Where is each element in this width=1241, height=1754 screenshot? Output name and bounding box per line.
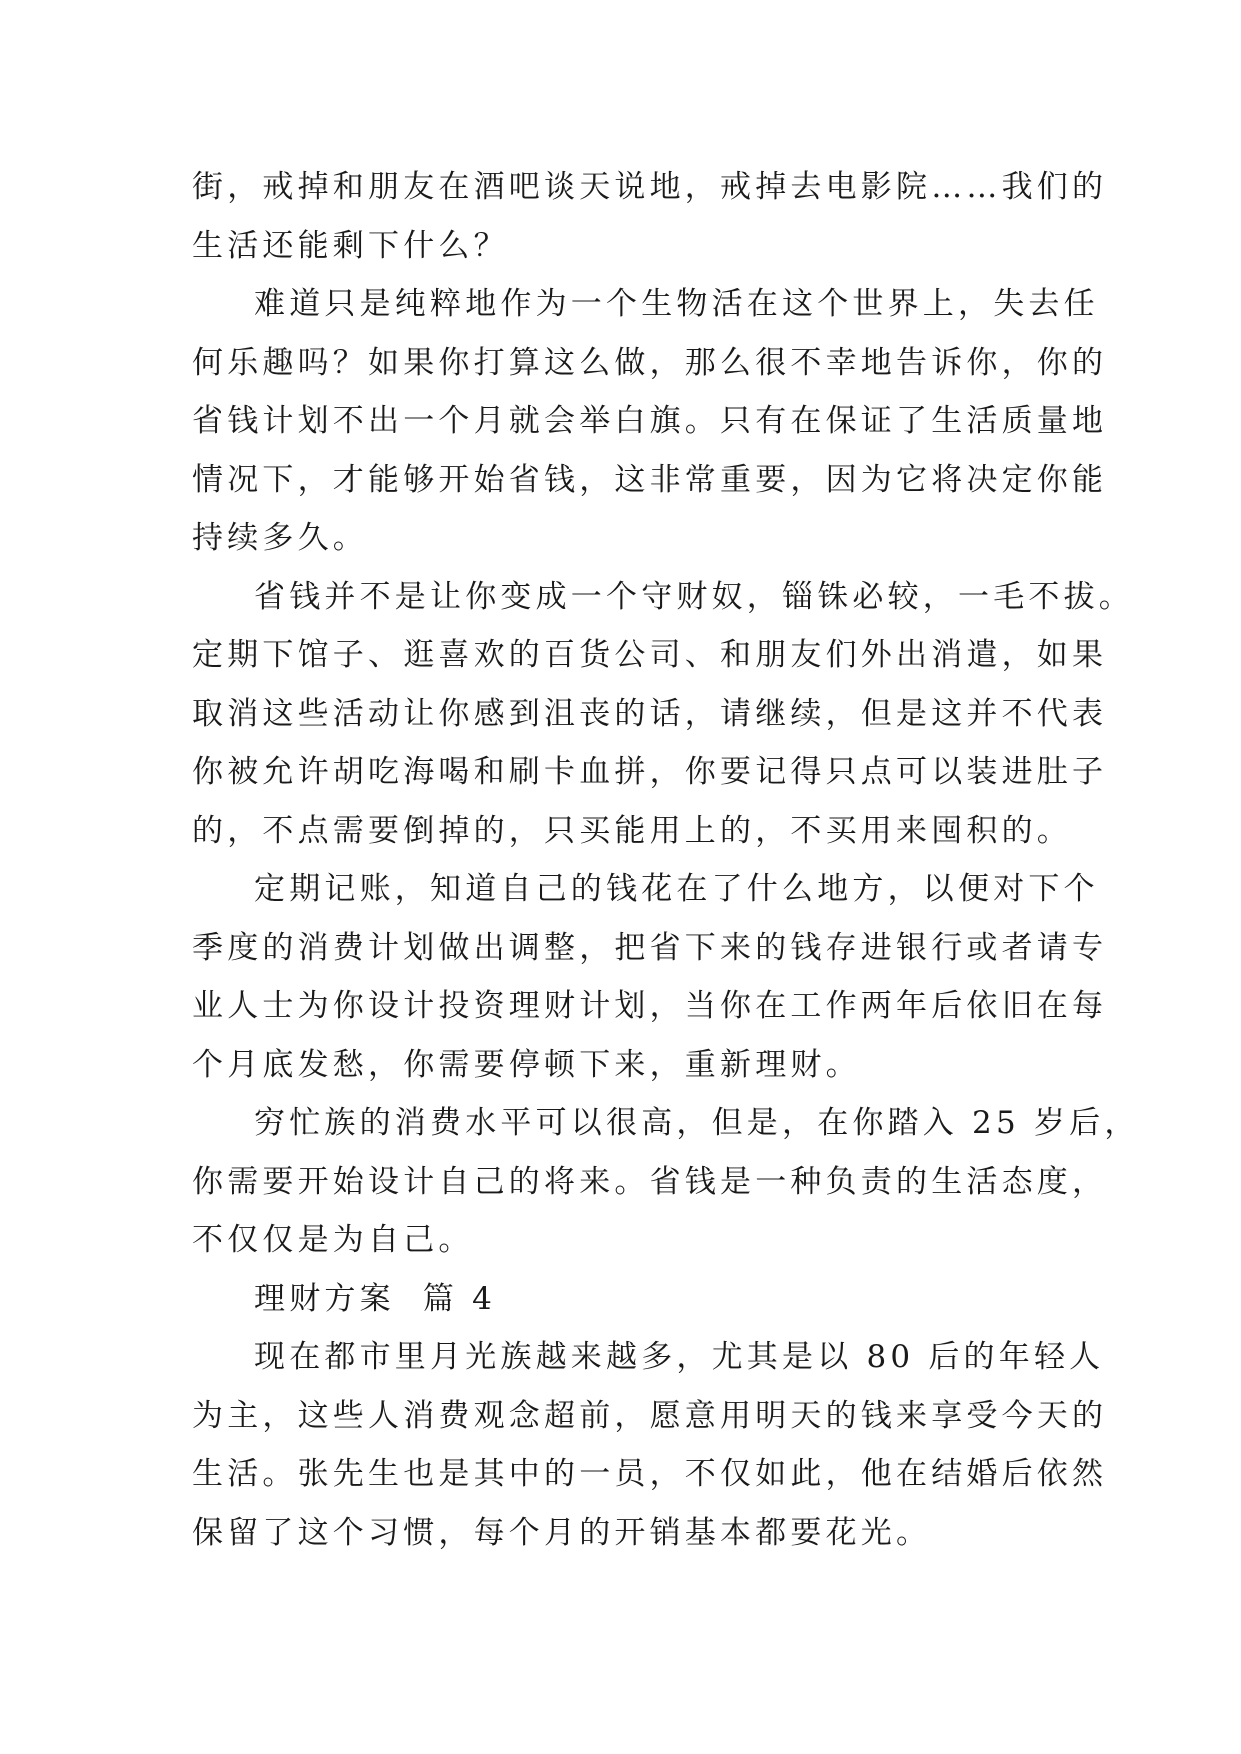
text-line: 生活。张先生也是其中的一员，不仅如此，他在结婚后依然 xyxy=(192,1456,1108,1492)
paragraph xyxy=(192,860,1108,1094)
paragraph xyxy=(192,1094,1140,1270)
text-line: 省钱并不是让你变成一个守财奴，锱铢必较，一毛不拔。 xyxy=(254,578,1134,615)
text-line: 的，不点需要倒掉的，只买能用上的，不买用来囤积的。 xyxy=(192,812,1072,849)
text-line: 难道只是纯粹地作为一个生物活在这个世界上，失去任 xyxy=(254,286,1099,322)
heading-text: 理财方案 篇 4 xyxy=(254,1280,497,1317)
section-heading xyxy=(192,1270,1052,1329)
paragraph xyxy=(192,568,1134,861)
text-line: 街，戒掉和朋友在酒吧谈天说地，戒掉去电影院……我们的 xyxy=(192,169,1108,205)
text-line: 定期记账，知道自己的钱花在了什么地方，以便对下个 xyxy=(254,871,1099,907)
text-line: 季度的消费计划做出调整，把省下来的钱存进银行或者请专 xyxy=(192,929,1108,966)
text-line: 你需要开始设计自己的将来。省钱是一种负责的生活态度， xyxy=(192,1163,1108,1200)
text-line: 为主，这些人消费观念超前，愿意用明天的钱来享受今天的 xyxy=(192,1397,1108,1434)
paragraph xyxy=(192,275,1108,568)
text-line: 业人士为你设计投资理财计划，当你在工作两年后依旧在每 xyxy=(192,988,1108,1024)
text-line: 个月底发愁，你需要停顿下来，重新理财。 xyxy=(192,1046,861,1083)
paragraph xyxy=(192,1328,1108,1562)
text-line: 现在都市里月光族越来越多，尤其是以 80 后的年轻人 xyxy=(254,1339,1105,1375)
text-line: 情况下，才能够开始省钱，这非常重要，因为它将决定你能 xyxy=(192,461,1108,498)
text-line: 保留了这个习惯，每个月的开销基本都要花光。 xyxy=(192,1514,932,1551)
text-line: 定期下馆子、逛喜欢的百货公司、和朋友们外出消遣，如果 xyxy=(192,637,1108,673)
text-line: 不仅仅是为自己。 xyxy=(192,1222,474,1258)
paragraph xyxy=(192,158,1108,275)
text-line: 你被允许胡吃海喝和刷卡血拼，你要记得只点可以装进肚子 xyxy=(192,754,1108,790)
text-line: 穷忙族的消费水平可以很高，但是，在你踏入 25 岁后， xyxy=(254,1105,1140,1141)
text-line: 何乐趣吗？如果你打算这么做，那么很不幸地告诉你，你的 xyxy=(192,344,1108,381)
text-line: 取消这些活动让你感到沮丧的话，请继续，但是这并不代表 xyxy=(192,695,1108,732)
document-body xyxy=(192,158,1140,1562)
text-line: 持续多久。 xyxy=(192,520,368,556)
text-line: 生活还能剩下什么？ xyxy=(192,227,509,264)
text-line: 省钱计划不出一个月就会举白旗。只有在保证了生活质量地 xyxy=(192,403,1108,439)
